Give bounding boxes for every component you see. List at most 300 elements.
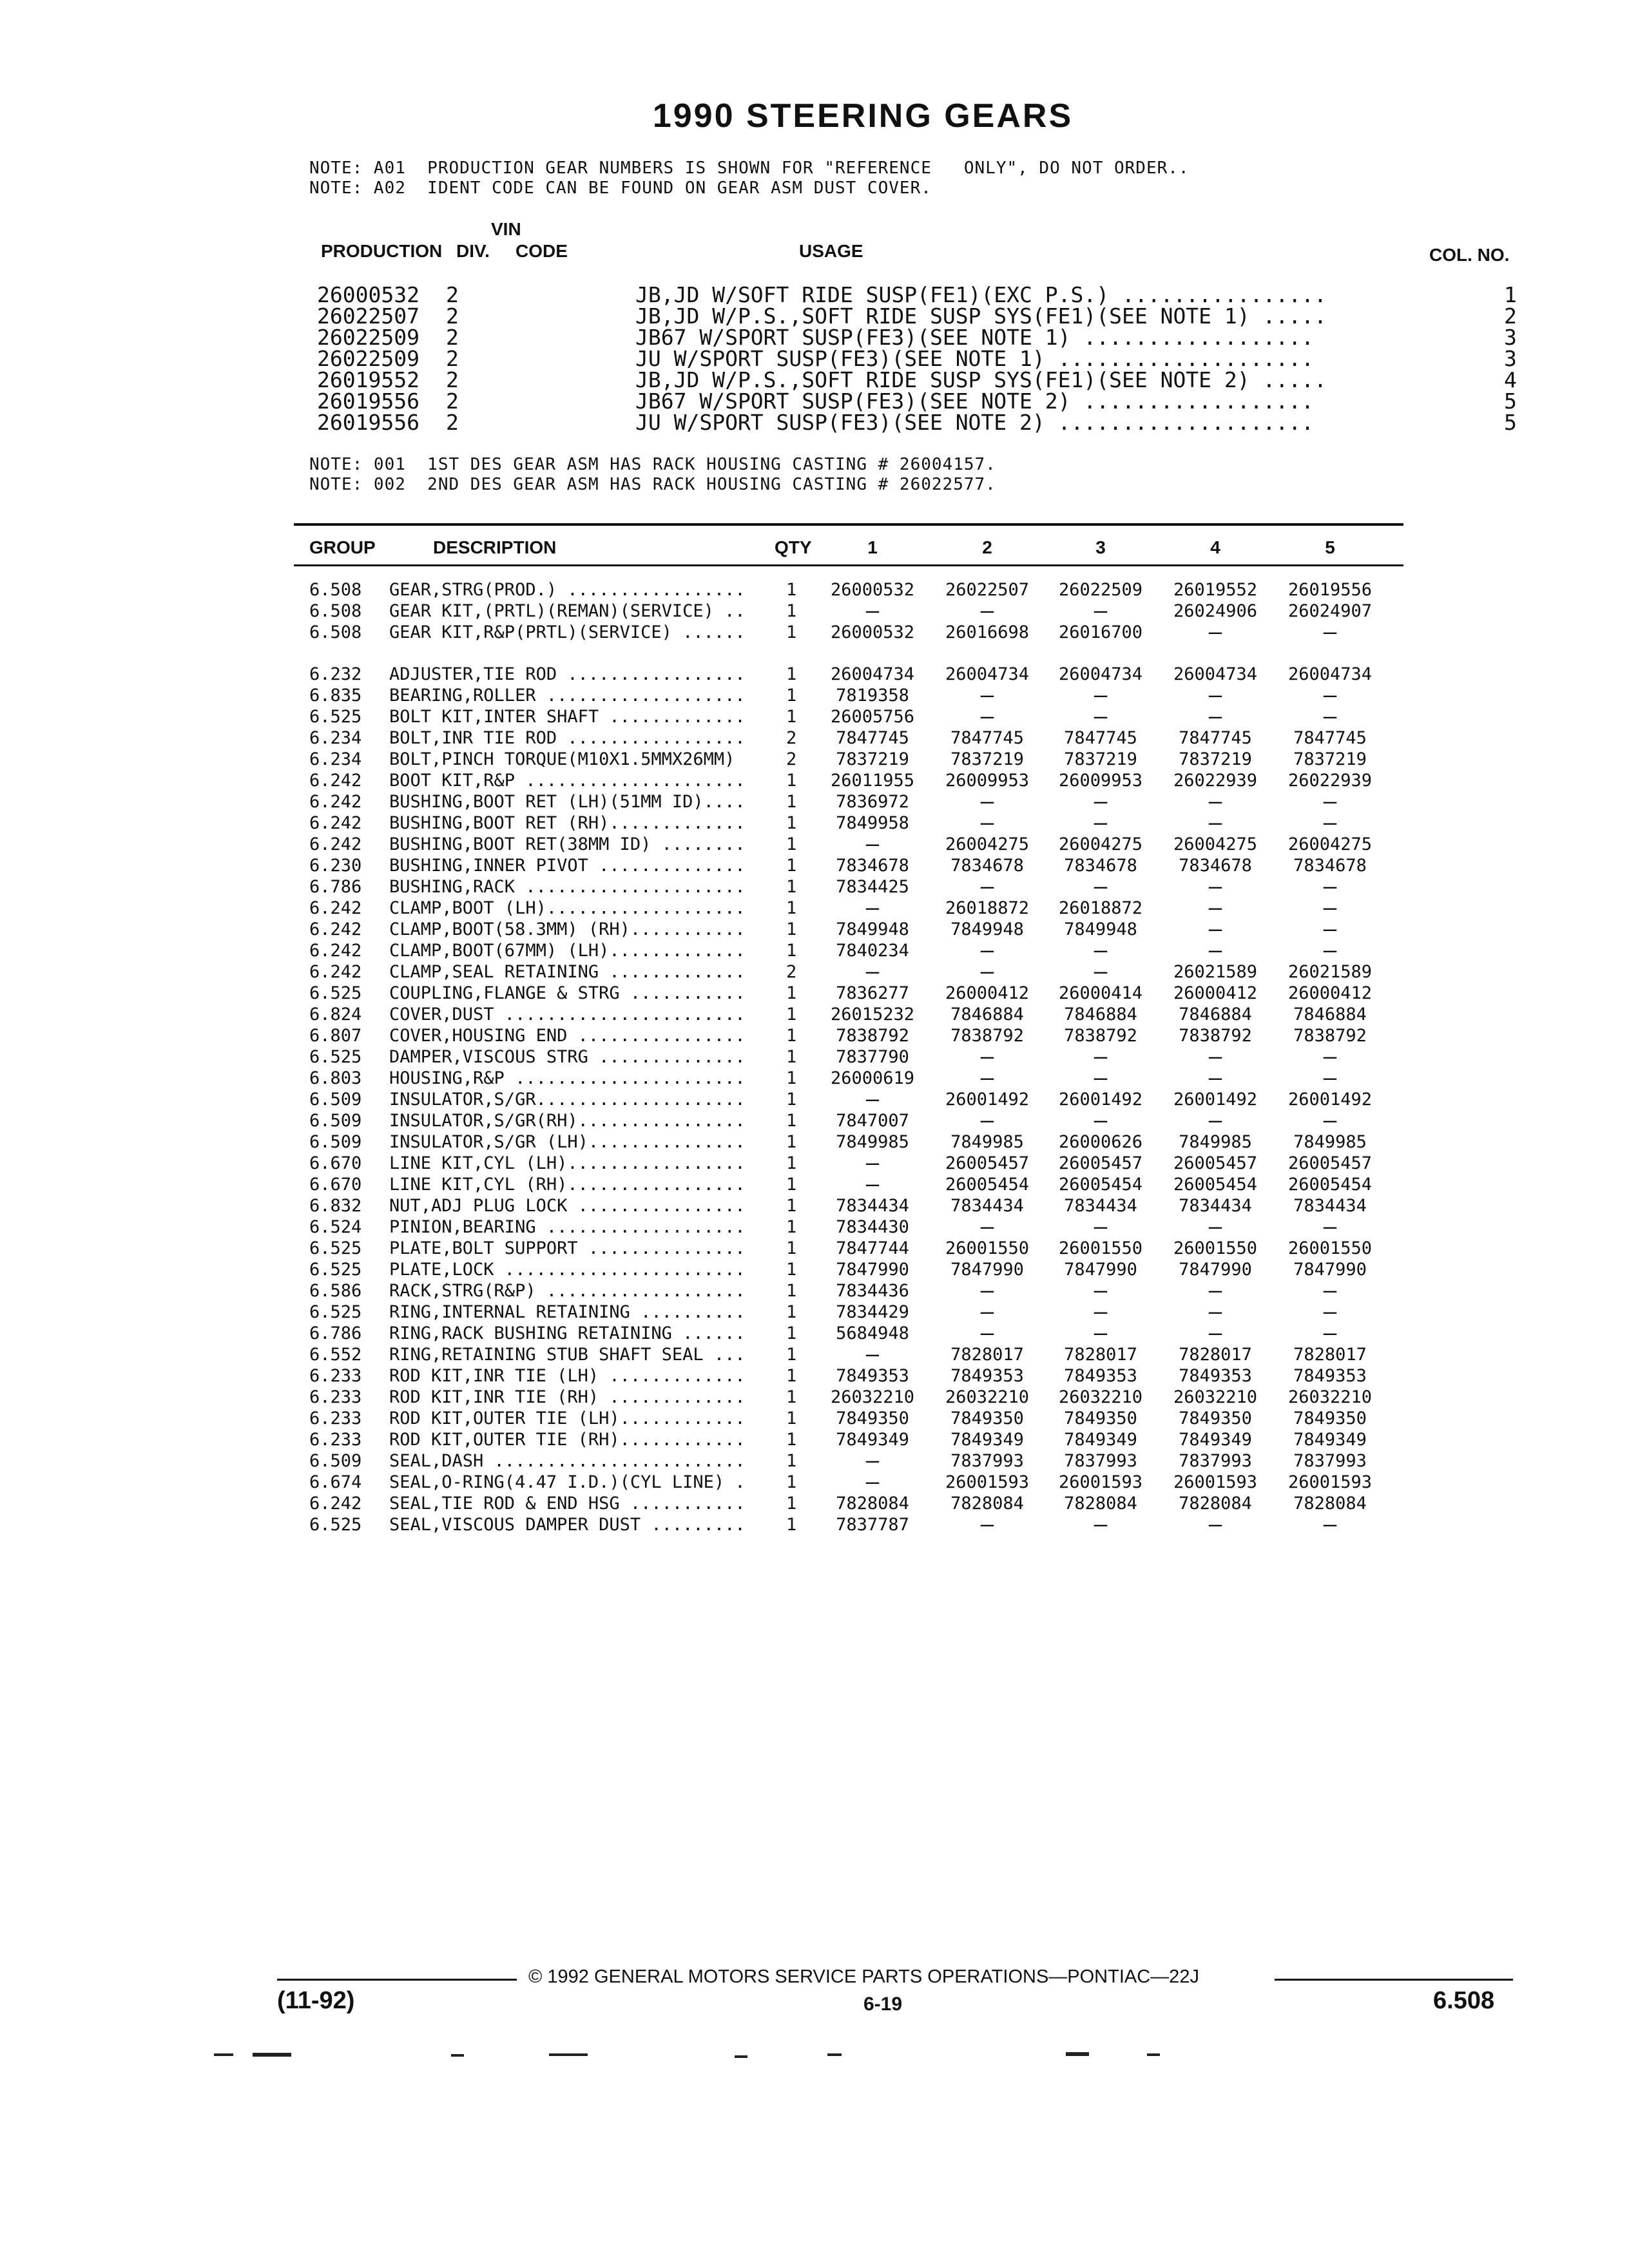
part-number-cell: 7837219 <box>1064 749 1137 769</box>
part-number-cell: 7849948 <box>836 919 909 939</box>
part-number-cell: 26032210 <box>830 1387 915 1407</box>
part-number-cell: 7847744 <box>836 1238 909 1258</box>
part-number-cell: 26005454 <box>1287 1175 1373 1195</box>
production-number: 26022509 <box>317 325 419 350</box>
qty-cell: 1 <box>786 941 797 961</box>
description-cell: BUSHING,BOOT RET (RH)............. <box>389 813 746 833</box>
part-number-cell: — <box>865 598 880 624</box>
production-row <box>0 346 1629 371</box>
qty-cell: 1 <box>786 1217 797 1237</box>
div-code: 2 <box>446 389 459 414</box>
qty-cell: 1 <box>786 834 797 854</box>
part-number-cell: — <box>1094 1065 1108 1091</box>
table-row <box>0 895 1629 921</box>
part-number-cell: 26000626 <box>1058 1132 1143 1152</box>
part-number-cell: 7847745 <box>1179 728 1252 748</box>
part-number-cell: 26015232 <box>830 1004 915 1024</box>
part-number-cell: — <box>980 1320 994 1346</box>
scan-mark <box>549 2053 588 2056</box>
part-number-cell: — <box>1094 937 1108 963</box>
part-number-cell: 7846884 <box>1293 1004 1367 1024</box>
part-number-cell: 7834425 <box>836 877 909 897</box>
group-cell: 6.670 <box>309 1175 362 1195</box>
part-number-cell: — <box>1094 1320 1108 1346</box>
part-number-cell: 26005454 <box>1173 1175 1258 1195</box>
usage-text: JU W/SPORT SUSP(FE3)(SEE NOTE 1) .................... <box>635 346 1314 371</box>
part-number-cell: 7834678 <box>950 856 1024 876</box>
part-number-cell: — <box>1208 937 1222 963</box>
table-row <box>0 1278 1629 1303</box>
part-number-cell: 7849350 <box>950 1408 1024 1428</box>
table-row <box>0 856 1629 877</box>
part-number-cell: 7838792 <box>1064 1026 1137 1046</box>
part-number-cell: — <box>1323 619 1337 645</box>
page-title: 1990 STEERING GEARS <box>652 97 1074 135</box>
qty-cell: 1 <box>786 877 797 897</box>
group-cell: 6.803 <box>309 1068 362 1088</box>
group-cell: 6.509 <box>309 1451 362 1471</box>
part-number-cell: 7828017 <box>1179 1345 1252 1365</box>
part-number-cell: — <box>1208 682 1222 708</box>
column-number: 5 <box>1504 410 1517 435</box>
table-row <box>0 598 1629 624</box>
qty-cell: 1 <box>786 898 797 918</box>
footer-date: (11-92) <box>277 1987 355 2014</box>
description-cell: RING,INTERNAL RETAINING .......... <box>389 1302 746 1322</box>
part-number-cell: 26018872 <box>1058 898 1143 918</box>
table-row <box>0 1150 1629 1176</box>
description-cell: BUSHING,INNER PIVOT .............. <box>389 856 746 876</box>
description-cell: RING,RETAINING STUB SHAFT SEAL ... <box>389 1345 746 1365</box>
part-number-cell: 26019552 <box>1173 580 1258 600</box>
group-cell: 6.508 <box>309 622 362 642</box>
part-number-cell: 7834678 <box>1293 856 1367 876</box>
table-row <box>0 1004 1629 1026</box>
part-number-cell: 7849985 <box>950 1132 1024 1152</box>
part-number-cell: 26004734 <box>1058 664 1143 684</box>
group-cell: 6.509 <box>309 1132 362 1152</box>
table-row <box>0 1448 1629 1474</box>
part-number-cell: 7836972 <box>836 792 909 812</box>
description-cell: BOLT KIT,INTER SHAFT ............. <box>389 707 746 727</box>
part-number-cell: 26019556 <box>1287 580 1373 600</box>
part-number-cell: 7837219 <box>1293 749 1367 769</box>
part-number-cell: 7849985 <box>836 1132 909 1152</box>
part-number-cell: 26005457 <box>1173 1153 1258 1173</box>
qty-cell: 1 <box>786 1260 797 1280</box>
part-number-cell: — <box>1094 682 1108 708</box>
part-number-cell: 26000532 <box>830 580 915 600</box>
div-code: 2 <box>446 346 459 371</box>
part-number-cell: — <box>1208 916 1222 942</box>
part-number-cell: 26001550 <box>1173 1238 1258 1258</box>
column-number: 3 <box>1504 346 1517 371</box>
part-number-cell: 26009953 <box>1058 771 1143 791</box>
description-cell: BOLT,PINCH TORQUE(M10X1.5MMX26MM) <box>389 749 735 769</box>
part-number-cell: 26000412 <box>1173 983 1258 1003</box>
part-number-cell: 26032210 <box>945 1387 1030 1407</box>
table-row <box>0 1430 1629 1451</box>
table-row <box>0 1238 1629 1260</box>
part-number-cell: 7849349 <box>950 1430 1024 1450</box>
part-number-cell: — <box>1094 810 1108 836</box>
part-number-cell: 7849350 <box>1064 1408 1137 1428</box>
part-number-cell: — <box>980 874 994 899</box>
part-number-cell: — <box>1323 895 1337 921</box>
group-cell: 6.586 <box>309 1281 362 1301</box>
group-cell: 6.242 <box>309 941 362 961</box>
table-row <box>0 704 1629 729</box>
part-number-cell: — <box>1323 1214 1337 1240</box>
part-number-cell: 26032210 <box>1287 1387 1373 1407</box>
part-number-cell: 7828084 <box>950 1494 1024 1514</box>
description-cell: INSULATOR,S/GR (LH)............... <box>389 1132 746 1152</box>
group-cell: 6.670 <box>309 1153 362 1173</box>
qty-cell: 1 <box>786 1175 797 1195</box>
table-row <box>0 664 1629 686</box>
part-number-cell: — <box>865 1448 880 1474</box>
col-4-header: 4 <box>1210 537 1220 557</box>
part-number-cell: — <box>1094 1044 1108 1070</box>
part-number-cell: 7849353 <box>836 1366 909 1386</box>
part-number-cell: — <box>865 959 880 985</box>
part-number-cell: 26016700 <box>1058 622 1143 642</box>
part-number-cell: 7849353 <box>1179 1366 1252 1386</box>
part-number-cell: 5684948 <box>836 1323 909 1343</box>
part-number-cell: 7828084 <box>1293 1494 1367 1514</box>
group-cell: 6.525 <box>309 983 362 1003</box>
part-number-cell: 26001550 <box>1287 1238 1373 1258</box>
table-row <box>0 1366 1629 1387</box>
part-number-cell: — <box>1094 1512 1108 1537</box>
part-number-cell: — <box>1323 1512 1337 1537</box>
part-number-cell: 26000532 <box>830 622 915 642</box>
qty-cell: 1 <box>786 1408 797 1428</box>
part-number-cell: — <box>1323 1320 1337 1346</box>
table-row <box>0 789 1629 814</box>
part-number-cell: 7849958 <box>836 813 909 833</box>
qty-cell: 1 <box>786 1047 797 1067</box>
col-no-header: COL. NO. <box>1429 245 1510 265</box>
production-number: 26022509 <box>317 346 419 371</box>
group-cell: 6.233 <box>309 1408 362 1428</box>
group-cell: 6.509 <box>309 1090 362 1110</box>
group-cell: 6.233 <box>309 1430 362 1450</box>
part-number-cell: — <box>980 598 994 624</box>
part-number-cell: 7837219 <box>836 749 909 769</box>
table-row <box>0 916 1629 942</box>
part-number-cell: — <box>980 810 994 836</box>
part-number-cell: — <box>980 1108 994 1133</box>
table-row <box>0 874 1629 899</box>
vin-header: VIN <box>491 219 521 239</box>
part-number-cell: 7834434 <box>1293 1196 1367 1216</box>
part-number-cell: — <box>980 1214 994 1240</box>
part-number-cell: 26011955 <box>830 771 915 791</box>
part-number-cell: 26004734 <box>945 664 1030 684</box>
group-header: GROUP <box>309 537 376 557</box>
part-number-cell: 7837219 <box>950 749 1024 769</box>
part-number-cell: 26004275 <box>1173 834 1258 854</box>
part-number-cell: — <box>1208 810 1222 836</box>
part-number-cell: — <box>865 1150 880 1176</box>
production-number: 26019556 <box>317 389 419 414</box>
note-a01: NOTE: A01 PRODUCTION GEAR NUMBERS IS SHOWN FOR "REFERENCE ONLY", DO NOT ORDER.. <box>309 159 1190 178</box>
note-a02: NOTE: A02 IDENT CODE CAN BE FOUND ON GEAR ASM DUST COVER. <box>309 178 932 198</box>
table-row <box>0 1086 1629 1112</box>
description-cell: SEAL,O-RING(4.47 I.D.)(CYL LINE) . <box>389 1472 746 1492</box>
part-number-cell: 26005457 <box>1287 1153 1373 1173</box>
qty-cell: 1 <box>786 919 797 939</box>
part-number-cell: 7837219 <box>1179 749 1252 769</box>
part-number-cell: 26004734 <box>1173 664 1258 684</box>
description-cell: ROD KIT,INR TIE (LH) ............. <box>389 1366 746 1386</box>
production-row <box>0 303 1629 329</box>
part-number-cell: 26021589 <box>1173 962 1258 982</box>
group-cell: 6.242 <box>309 919 362 939</box>
qty-cell: 1 <box>786 1366 797 1386</box>
part-number-cell: 26001593 <box>1287 1472 1373 1492</box>
footer-rule-left <box>277 1979 517 1981</box>
part-number-cell: 26004275 <box>1058 834 1143 854</box>
description-cell: GEAR,STRG(PROD.) ................. <box>389 580 746 600</box>
part-number-cell: 26022939 <box>1287 771 1373 791</box>
part-number-cell: 7849985 <box>1179 1132 1252 1152</box>
part-number-cell: 26024906 <box>1173 601 1258 621</box>
part-number-cell: 26022507 <box>945 580 1030 600</box>
part-number-cell: 7847990 <box>1179 1260 1252 1280</box>
scan-mark <box>214 2053 233 2056</box>
group-cell: 6.234 <box>309 749 362 769</box>
part-number-cell: 7847007 <box>836 1111 909 1131</box>
column-number: 2 <box>1504 303 1517 329</box>
group-cell: 6.525 <box>309 707 362 727</box>
group-cell: 6.525 <box>309 1047 362 1067</box>
group-cell: 6.832 <box>309 1196 362 1216</box>
description-cell: CLAMP,BOOT (LH)................... <box>389 898 746 918</box>
part-number-cell: 7837993 <box>1064 1451 1137 1471</box>
footer-page-number: 6-19 <box>863 1994 903 2015</box>
qty-cell: 1 <box>786 856 797 876</box>
col-5-header: 5 <box>1325 537 1335 557</box>
part-number-cell: 26000412 <box>1287 983 1373 1003</box>
group-cell: 6.786 <box>309 877 362 897</box>
part-number-cell: — <box>980 1512 994 1537</box>
table-row <box>0 1299 1629 1325</box>
part-number-cell: — <box>1323 704 1337 729</box>
part-number-cell: — <box>1323 1044 1337 1070</box>
footer-copyright: © 1992 GENERAL MOTORS SERVICE PARTS OPERATIONS—PONTIAC—22J <box>528 1966 1199 1987</box>
div-code: 2 <box>446 325 459 350</box>
part-number-cell: — <box>1208 874 1222 899</box>
part-number-cell: 7828017 <box>1293 1345 1367 1365</box>
part-number-cell: 7847745 <box>1064 728 1137 748</box>
part-number-cell: 7849349 <box>836 1430 909 1450</box>
part-number-cell: 26000414 <box>1058 983 1143 1003</box>
part-number-cell: 26024907 <box>1287 601 1373 621</box>
part-number-cell: 7849985 <box>1293 1132 1367 1152</box>
qty-cell: 1 <box>786 1387 797 1407</box>
table-row <box>0 1408 1629 1430</box>
scan-mark <box>1066 2052 1089 2056</box>
part-number-cell: — <box>1094 959 1108 985</box>
table-row <box>0 1026 1629 1047</box>
part-number-cell: 7837993 <box>1293 1451 1367 1471</box>
table-row <box>0 1469 1629 1495</box>
description-cell: RING,RACK BUSHING RETAINING ...... <box>389 1323 746 1343</box>
part-number-cell: 7834678 <box>836 856 909 876</box>
group-cell: 6.525 <box>309 1238 362 1258</box>
part-number-cell: — <box>980 1299 994 1325</box>
part-number-cell: 7828017 <box>1064 1345 1137 1365</box>
part-number-cell: — <box>1208 1278 1222 1303</box>
part-number-cell: 7849350 <box>836 1408 909 1428</box>
qty-cell: 1 <box>786 601 797 621</box>
part-number-cell: 26018872 <box>945 898 1030 918</box>
group-cell: 6.824 <box>309 1004 362 1024</box>
part-number-cell: 7828084 <box>1064 1494 1137 1514</box>
part-number-cell: 7834434 <box>1179 1196 1252 1216</box>
part-number-cell: 7834678 <box>1064 856 1137 876</box>
part-number-cell: 26004275 <box>945 834 1030 854</box>
description-cell: NUT,ADJ PLUG LOCK ................ <box>389 1196 746 1216</box>
group-cell: 6.525 <box>309 1515 362 1535</box>
production-number: 26019556 <box>317 410 419 435</box>
table-top-rule <box>294 523 1403 526</box>
group-cell: 6.232 <box>309 664 362 684</box>
part-number-cell: — <box>1208 1320 1222 1346</box>
part-number-cell: 26032210 <box>1058 1387 1143 1407</box>
description-cell: INSULATOR,S/GR.................... <box>389 1090 746 1110</box>
group-cell: 6.674 <box>309 1472 362 1492</box>
col-1-header: 1 <box>867 537 878 557</box>
production-row <box>0 389 1629 414</box>
part-number-cell: 7849349 <box>1293 1430 1367 1450</box>
description-cell: SEAL,TIE ROD & END HSG ........... <box>389 1494 746 1514</box>
description-cell: PLATE,LOCK ....................... <box>389 1260 746 1280</box>
part-number-cell: — <box>1094 1108 1108 1133</box>
scan-mark <box>735 2055 747 2058</box>
part-number-cell: — <box>1208 1044 1222 1070</box>
part-number-cell: 7849948 <box>1064 919 1137 939</box>
part-number-cell: — <box>1094 1278 1108 1303</box>
group-cell: 6.786 <box>309 1323 362 1343</box>
part-number-cell: 7846884 <box>950 1004 1024 1024</box>
part-number-cell: — <box>1094 1299 1108 1325</box>
note-001: NOTE: 001 1ST DES GEAR ASM HAS RACK HOUSING CASTING # 26004157. <box>309 455 996 474</box>
qty-cell: 1 <box>786 1026 797 1046</box>
part-number-cell: — <box>1323 789 1337 814</box>
qty-cell: 1 <box>786 1515 797 1535</box>
part-number-cell: — <box>1323 937 1337 963</box>
usage-text: JB67 W/SPORT SUSP(FE3)(SEE NOTE 1) .................. <box>635 325 1314 350</box>
group-cell: 6.835 <box>309 686 362 706</box>
description-cell: DAMPER,VISCOUS STRG .............. <box>389 1047 746 1067</box>
table-row <box>0 728 1629 749</box>
part-number-cell: 7834678 <box>1179 856 1252 876</box>
table-row <box>0 1387 1629 1408</box>
table-row <box>0 1512 1629 1537</box>
part-number-cell: — <box>980 704 994 729</box>
scan-mark <box>253 2053 291 2057</box>
part-number-cell: 26022939 <box>1173 771 1258 791</box>
part-number-cell: 7847745 <box>950 728 1024 748</box>
part-number-cell: 7834434 <box>1064 1196 1137 1216</box>
scan-mark <box>827 2053 842 2056</box>
table-row <box>0 1260 1629 1281</box>
description-cell: GEAR KIT,(PRTL)(REMAN)(SERVICE) .. <box>389 601 746 621</box>
part-number-cell: — <box>1323 682 1337 708</box>
group-cell: 6.242 <box>309 792 362 812</box>
part-number-cell: — <box>980 682 994 708</box>
table-row <box>0 1065 1629 1091</box>
table-row <box>0 1132 1629 1153</box>
part-number-cell: 7849350 <box>1293 1408 1367 1428</box>
qty-cell: 1 <box>786 580 797 600</box>
qty-header: QTY <box>775 537 812 557</box>
group-cell: 6.242 <box>309 813 362 833</box>
group-cell: 6.242 <box>309 1494 362 1514</box>
table-header-rule <box>294 564 1403 566</box>
group-cell: 6.524 <box>309 1217 362 1237</box>
group-cell: 6.552 <box>309 1345 362 1365</box>
part-number-cell: 7837993 <box>950 1451 1024 1471</box>
part-number-cell: — <box>1208 789 1222 814</box>
col-2-header: 2 <box>982 537 992 557</box>
part-number-cell: — <box>865 1341 880 1367</box>
part-number-cell: — <box>1208 1108 1222 1133</box>
part-number-cell: 26004734 <box>830 664 915 684</box>
part-number-cell: — <box>1208 1512 1222 1537</box>
part-number-cell: 7847990 <box>1293 1260 1367 1280</box>
part-number-cell: 7847745 <box>836 728 909 748</box>
part-number-cell: 26000412 <box>945 983 1030 1003</box>
footer-section-number: 6.508 <box>1433 1987 1495 2014</box>
part-number-cell: — <box>865 1469 880 1495</box>
qty-cell: 1 <box>786 622 797 642</box>
part-number-cell: 26005457 <box>1058 1153 1143 1173</box>
qty-cell: 2 <box>786 728 797 748</box>
part-number-cell: — <box>980 789 994 814</box>
part-number-cell: 26009953 <box>945 771 1030 791</box>
description-cell: GEAR KIT,R&P(PRTL)(SERVICE) ...... <box>389 622 746 642</box>
table-row <box>0 810 1629 836</box>
div-header: DIV. <box>456 241 490 261</box>
div-code: 2 <box>446 303 459 329</box>
part-number-cell: 26032210 <box>1173 1387 1258 1407</box>
production-row <box>0 410 1629 435</box>
col-3-header: 3 <box>1095 537 1106 557</box>
part-number-cell: 7838792 <box>1179 1026 1252 1046</box>
production-number: 26022507 <box>317 303 419 329</box>
part-number-cell: 7847990 <box>836 1260 909 1280</box>
scan-mark <box>1147 2053 1160 2056</box>
part-number-cell: 7834430 <box>836 1217 909 1237</box>
table-row <box>0 580 1629 601</box>
table-row <box>0 1171 1629 1197</box>
table-row <box>0 1341 1629 1367</box>
part-number-cell: — <box>980 1278 994 1303</box>
usage-text: JU W/SPORT SUSP(FE3)(SEE NOTE 2) .................... <box>635 410 1314 435</box>
scan-mark <box>451 2054 464 2057</box>
part-number-cell: 7838792 <box>1293 1026 1367 1046</box>
part-number-cell: 7849349 <box>1179 1430 1252 1450</box>
table-row <box>0 1196 1629 1217</box>
usage-text: JB,JD W/SOFT RIDE SUSP(FE1)(EXC P.S.) ................ <box>635 282 1327 307</box>
part-number-cell: 7849349 <box>1064 1430 1137 1450</box>
part-number-cell: 7849353 <box>1064 1366 1137 1386</box>
qty-cell: 1 <box>786 1238 797 1258</box>
